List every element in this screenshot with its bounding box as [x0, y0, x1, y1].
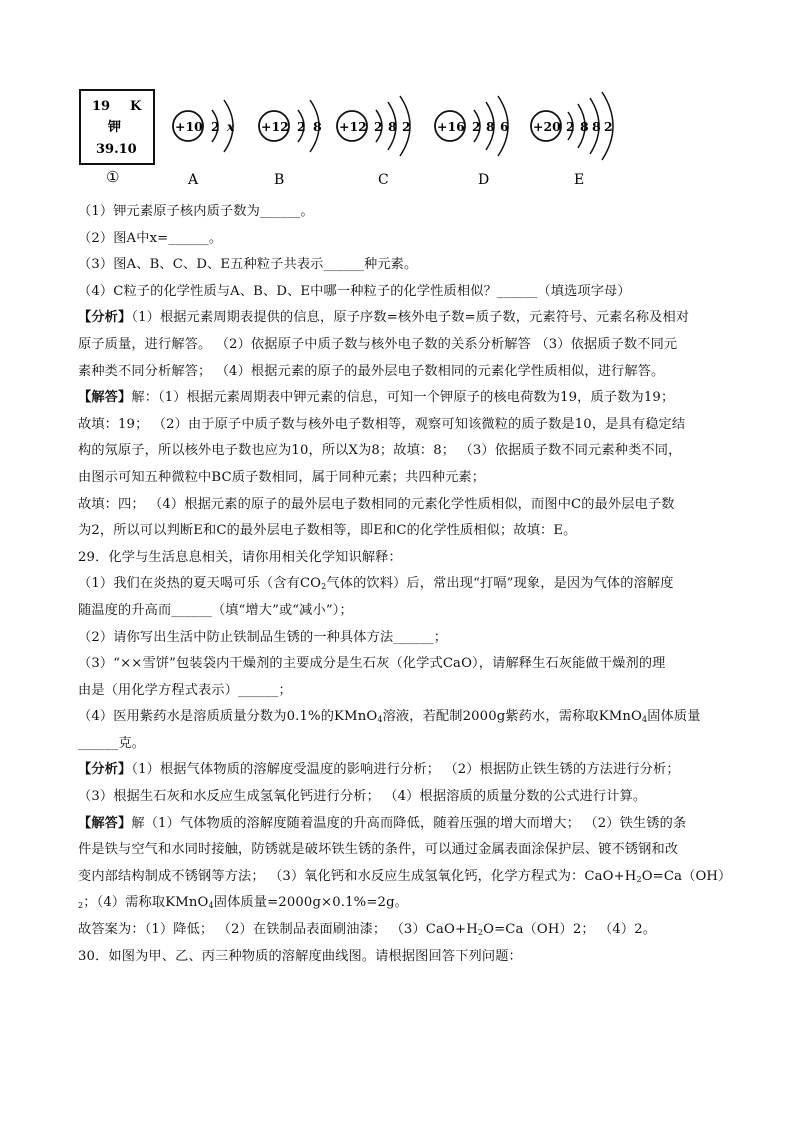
shell-electrons: 8	[580, 119, 589, 134]
document-body	[78, 199, 732, 970]
q29-analysis-line: （3）根据生石灰和水反应生成氢氧化钙进行分析； （4）根据溶质的质量分数的公式进行计算。	[78, 789, 647, 805]
subscript: 4	[377, 715, 383, 725]
q28-sub2: （2）图A中x=______。	[78, 230, 223, 246]
element-card-label: ①	[106, 168, 120, 186]
q28-answer-line	[78, 385, 718, 412]
element-mass: 39.10	[96, 142, 137, 157]
shell-electrons: 2	[374, 119, 383, 134]
text: 变内部结构制成不锈钢等方法； （3）氧化钙和水反应生成氢氧化钙，化学方程式为：CaO+H	[78, 868, 637, 884]
text: （1）我们在炎热的夏天喝可乐（含有CO	[78, 576, 322, 592]
q29-answer-line: 件是铁与空气和水同时接触，防锈就是破坏铁生锈的条件，可以通过金属表面涂保护层、镀不锈钢和改	[78, 842, 679, 858]
q28-sub4: （4）C粒子的化学性质与A、B、D、E中哪一种粒子的化学性质相似？______（填选项字母）	[78, 283, 631, 299]
q29-final-answer	[78, 917, 718, 944]
nucleus-charge: +20	[533, 119, 561, 134]
q28-sub1: （1）钾元素原子核内质子数为______。	[78, 204, 314, 219]
q28-answer-line: 故填：19； （2）由于原子中质子数与核外电子数相等，观察可知该微粒的质子数是10，是具有稳定结	[78, 416, 686, 432]
q28-answer-line: 故填：四； （4）根据元素的原子的最外层电子数相同的元素化学性质相似，而图中C的最外层电子数	[78, 496, 675, 512]
analysis-text: （1）根据气体物质的溶解度受温度的影响进行分析； （2）根据防止铁生锈的方法进行分析；	[131, 762, 680, 778]
answer-text: 解：（1）根据元素周期表中钾元素的信息，可知一个钾原子的核电荷数为19，质子数为19；	[131, 390, 675, 406]
element-card	[80, 90, 154, 186]
element-number: 19	[92, 99, 111, 114]
q29-answer-line	[78, 890, 718, 917]
element-name: 钾	[108, 120, 122, 135]
q29-sub4	[78, 704, 718, 731]
shell-electrons: 2	[402, 119, 411, 134]
particle-b	[259, 100, 322, 188]
shell-electrons: 6	[500, 119, 509, 134]
q28-answer-line: 构的氖原子，所以核外电子数也应为10，所以X为8；故填：8； （3）依据质子数不同元素种类不同，	[78, 443, 682, 459]
shell-electrons: 2	[472, 119, 481, 134]
q29-answer-line	[78, 864, 732, 891]
nucleus-charge: +12	[339, 119, 367, 134]
answer-tag: 【解答】	[78, 390, 132, 406]
q29-sub1-cont: 随温度的升高而______（填“增大”或“减小”）；	[78, 602, 353, 618]
particle-label: C	[378, 172, 389, 188]
q28-sub3: （3）图A、B、C、D、E五种粒子共表示______种元素。	[78, 257, 418, 273]
q28-analysis-line: 素种类不同分析解答； （4）根据元素的原子的最外层电子数相同的元素化学性质相似，进行解答。	[78, 363, 665, 379]
subscript: 2	[477, 928, 484, 938]
shell-electrons: 2	[211, 119, 220, 134]
shell-electrons: 2	[297, 119, 306, 134]
answer-text: 解（1）气体物质的溶解度随着温度的升高而降低，随着压强的增大而增大； （2）铁生锈的条	[131, 815, 687, 831]
shell-electrons: 8	[486, 119, 495, 134]
particle-e	[531, 92, 613, 188]
text: 固体质量=2000g×0.1%=2g。	[213, 895, 409, 911]
nucleus-charge: +16	[437, 119, 465, 134]
element-symbol: K	[130, 99, 142, 114]
shell-electrons: 8	[313, 119, 322, 134]
subscript: 4	[208, 901, 214, 911]
shell-electrons: 2	[566, 119, 575, 134]
q29-title: 29．化学与生活息息相关，请你用相关化学知识解释：	[78, 549, 402, 565]
atomic-structure-figure	[78, 86, 638, 190]
q29-sub1	[78, 571, 718, 598]
particle-a	[173, 100, 235, 188]
particle-label: B	[274, 172, 285, 188]
particle-c	[337, 96, 411, 188]
q29-sub3: （3）“××雪饼”包装袋内干燥剂的主要成分是生石灰（化学式CaO），请解释生石灰能做干燥剂的理	[78, 656, 666, 672]
text: 气体的饮料）后，常出现“打嗝”现象，是因为气体的溶解度	[326, 576, 674, 592]
subscript: 4	[641, 715, 648, 725]
answer-tag: 【解答】	[78, 815, 132, 831]
subscript: 2	[78, 901, 84, 911]
particle-label: D	[478, 172, 490, 188]
text: 故答案为：（1）降低； （2）在铁制品表面刷油漆； （3）CaO+H	[78, 922, 478, 938]
q29-sub3-cont: 由是（用化学方程式表示）______；	[78, 682, 292, 698]
analysis-tag: 【分析】	[78, 762, 132, 778]
subscript: 2	[321, 582, 327, 592]
q28-answer-line: 由图示可知五种微粒中BC质子数相同，属于同种元素；共四种元素；	[78, 469, 486, 485]
q29-sub2: （2）请你写出生活中防止铁制品生锈的一种具体方法______；	[78, 629, 448, 645]
nucleus-charge: +10	[175, 119, 203, 134]
shell-electrons: 8	[388, 119, 397, 134]
text: （4）医用紫药水是溶质质量分数为0.1%的KMnO	[78, 709, 378, 725]
text: O=Ca（OH）2； （4）2。	[483, 922, 657, 938]
figure-svg	[78, 86, 638, 190]
q30-title: 30．如图为甲、乙、丙三种物质的溶解度曲线图。请根据图回答下列问题：	[78, 948, 522, 964]
shell-electrons: 2	[604, 119, 613, 134]
q29-sub4-cont: ______克。	[78, 735, 146, 751]
analysis-tag: 【分析】	[78, 310, 132, 326]
shell-electrons: x	[227, 119, 235, 134]
q28-analysis-line: 原子质量，进行解答。 （2）依据原子中质子数与核外电子数的关系分析解答 （3）依据质子数不同元	[78, 336, 678, 352]
q29-analysis-line	[78, 757, 718, 784]
particle-label: A	[188, 172, 199, 188]
shell-electrons: 8	[592, 119, 601, 134]
analysis-text: （1）根据元素周期表提供的信息，原子序数=核外电子数=质子数，元素符号、元素名称及相对	[131, 310, 690, 326]
text: 固体质量	[647, 709, 701, 725]
q28-answer-line: 为2，所以可以判断E和C的最外层电子数相等，即E和C的化学性质相似；故填：E。	[78, 523, 577, 539]
nucleus-charge: +12	[261, 119, 289, 134]
q28-analysis-line	[78, 305, 718, 332]
particle-d	[435, 96, 509, 188]
text: ；（4）需称取KMnO	[83, 895, 209, 911]
text: O=Ca（OH）	[641, 868, 732, 884]
text: 溶液，若配制2000g紫药水，需称取KMnO	[382, 709, 642, 725]
subscript: 2	[636, 874, 642, 884]
particle-label: E	[574, 172, 585, 188]
q29-answer-line	[78, 811, 718, 838]
